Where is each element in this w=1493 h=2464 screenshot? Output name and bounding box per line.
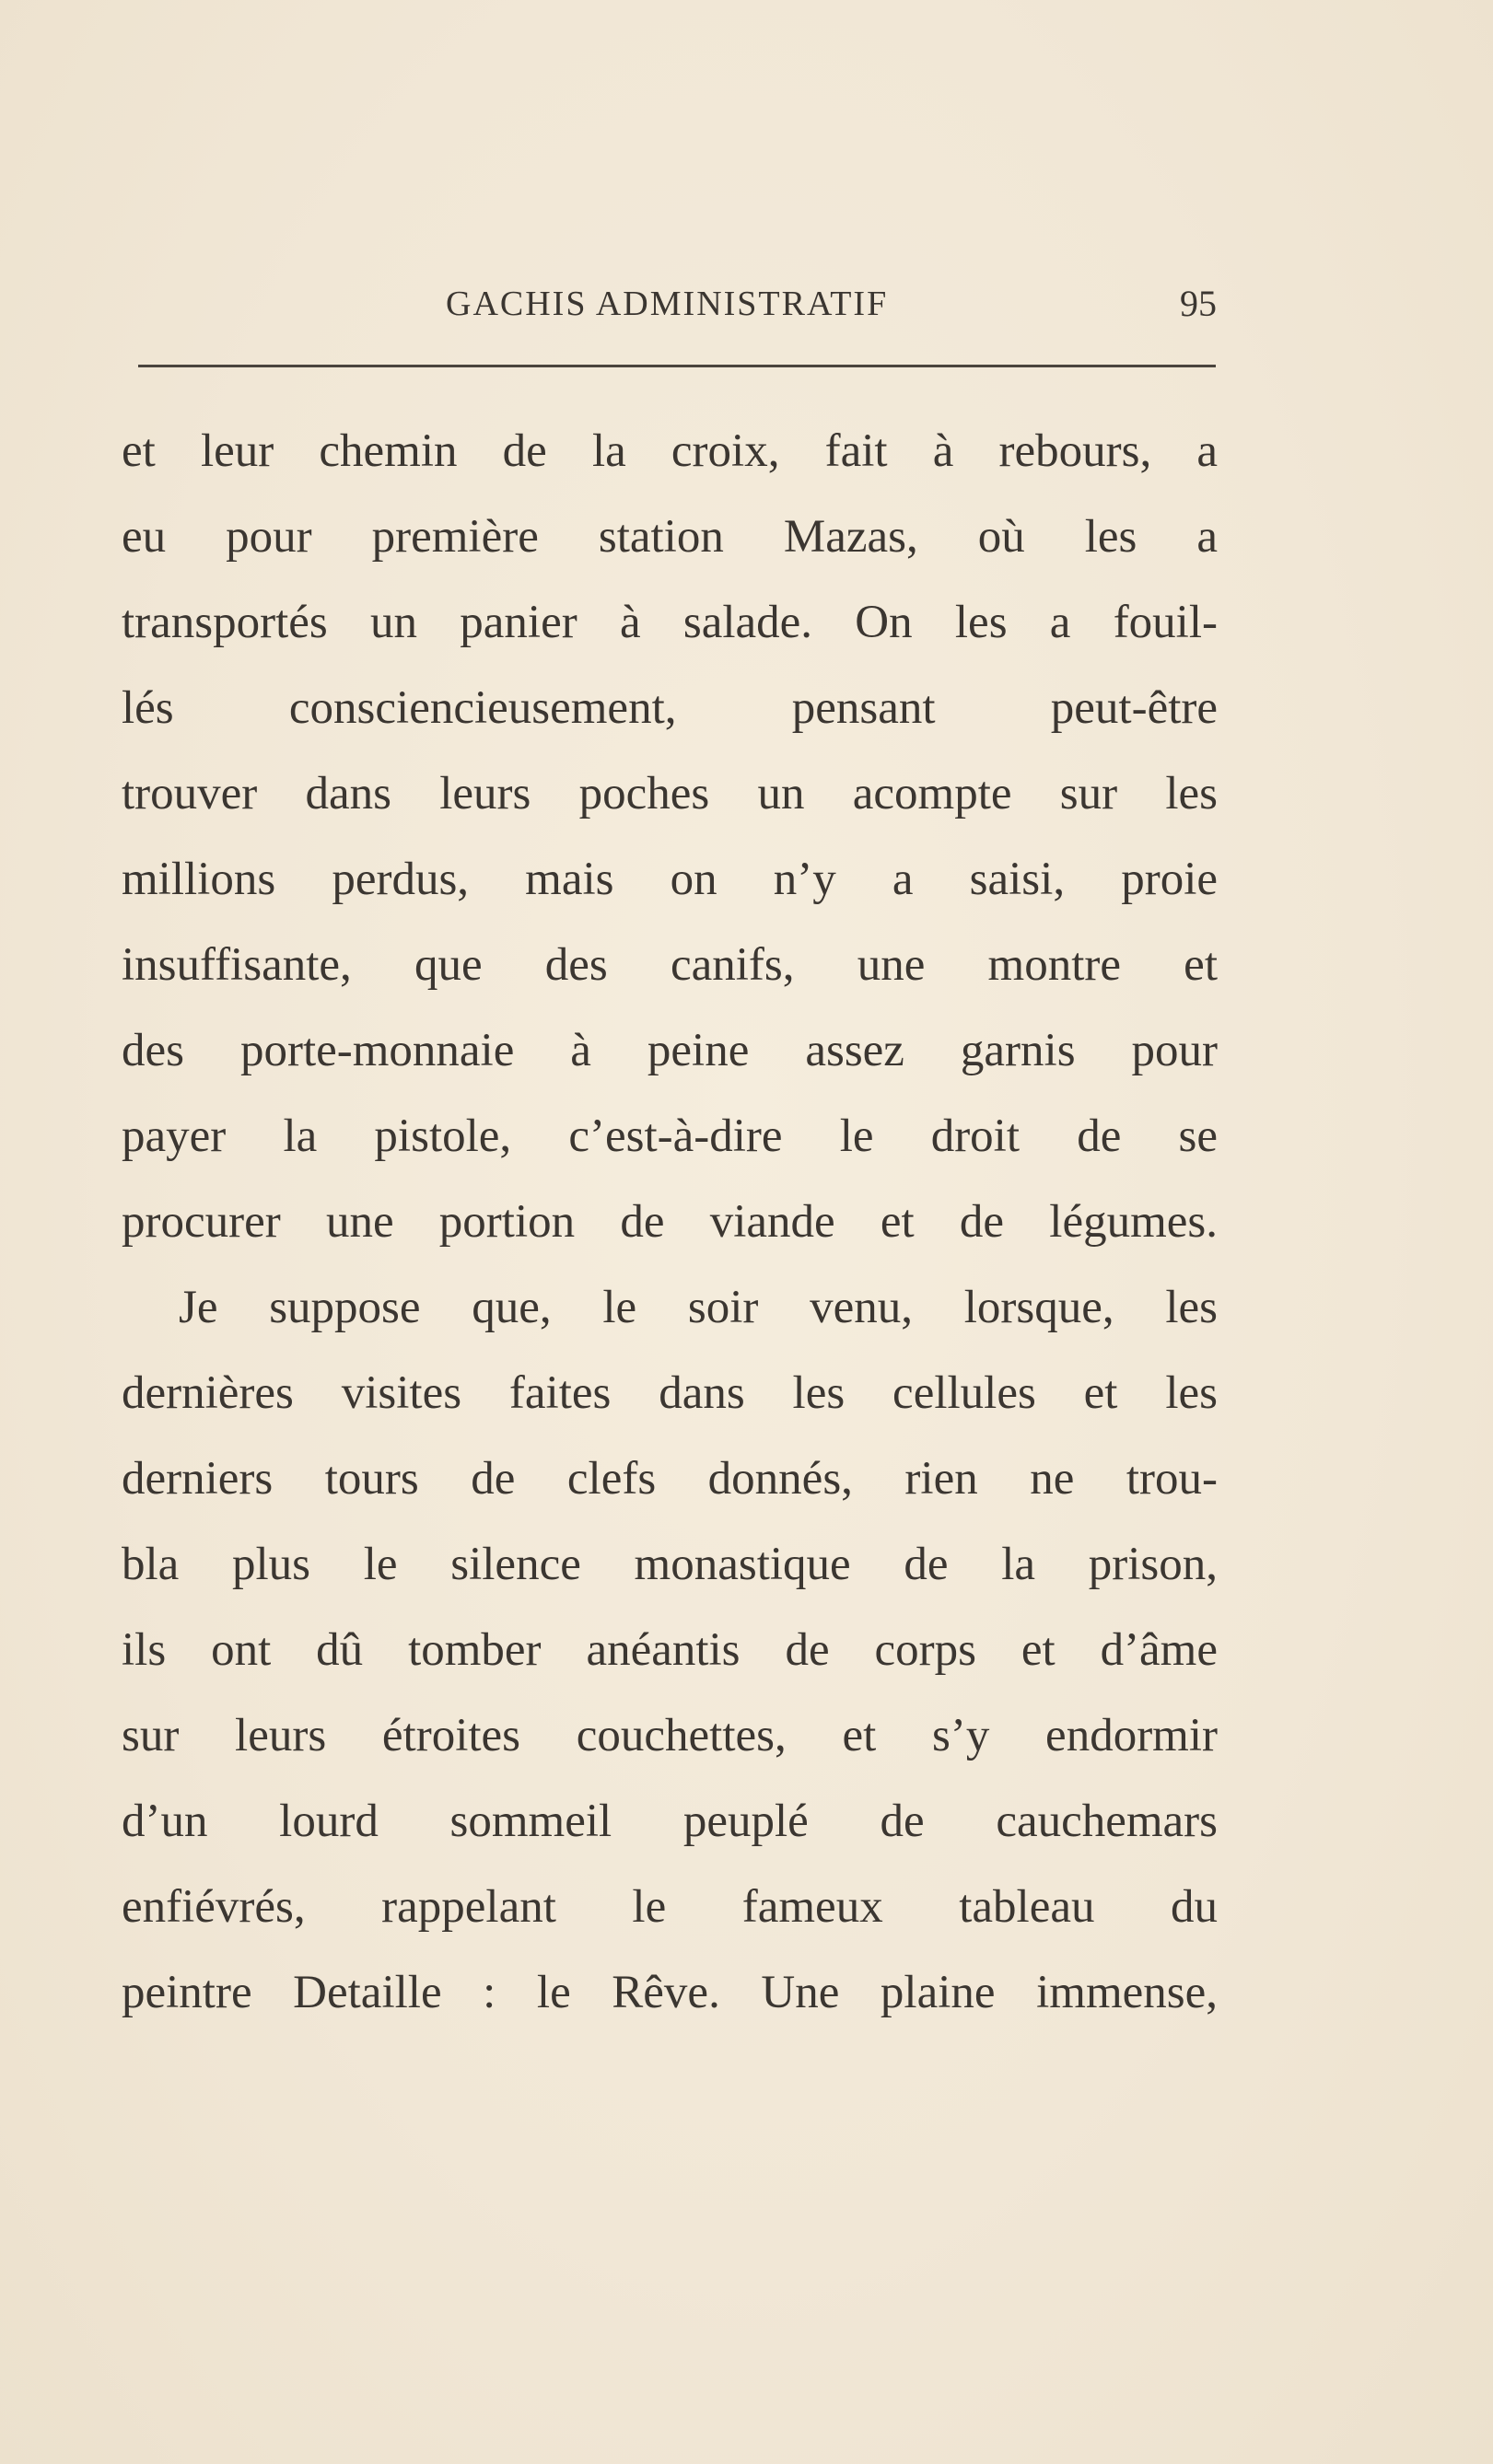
text-line: d’un lourd sommeil peuplé de cauchemars (122, 1796, 1218, 1847)
text-line: derniers tours de clefs donnés, rien ne trou- (122, 1453, 1218, 1505)
text-line: trouver dans leurs poches un acompte sur les (122, 768, 1218, 819)
header-rule (138, 365, 1216, 367)
text-line: procurer une portion de viande et de légumes. (122, 1196, 1218, 1248)
text-line: bla plus le silence monastique de la prison, (122, 1539, 1218, 1590)
text-line: lés consciencieusement, pensant peut-être (122, 682, 1218, 734)
paragraph-2 (122, 1271, 1218, 2041)
text-line: enfiévrés, rappelant le fameux tableau du (122, 1881, 1218, 1933)
text-line: insuffisante, que des canifs, une montre et (122, 939, 1218, 991)
text-line: dernières visites faites dans les cellules et les (122, 1367, 1218, 1419)
text-line: millions perdus, mais on n’y a saisi, proie (122, 854, 1218, 905)
text-line: et leur chemin de la croix, fait à rebours, a (122, 425, 1218, 477)
text-line: payer la pistole, c’est-à-dire le droit de se (122, 1110, 1218, 1162)
running-head (136, 276, 1217, 331)
page-number: 95 (1180, 283, 1217, 324)
text-line: ils ont dû tomber anéantis de corps et d’âme (122, 1624, 1218, 1676)
text-line: sur leurs étroites couchettes, et s’y endormir (122, 1710, 1218, 1761)
text-line: des porte-monnaie à peine assez garnis pour (122, 1025, 1218, 1076)
text-line: peintre Detaille : le Rêve. Une plaine immense, (122, 1967, 1218, 2018)
body-text (122, 414, 1218, 2041)
text-line: transportés un panier à salade. On les a fouil- (122, 597, 1218, 648)
running-title: GACHIS ADMINISTRATIF (446, 285, 889, 323)
paragraph-1 (122, 414, 1218, 1271)
text-line: eu pour première station Mazas, où les a (122, 511, 1218, 563)
text-line: Je suppose que, le soir venu, lorsque, les (179, 1282, 1218, 1333)
